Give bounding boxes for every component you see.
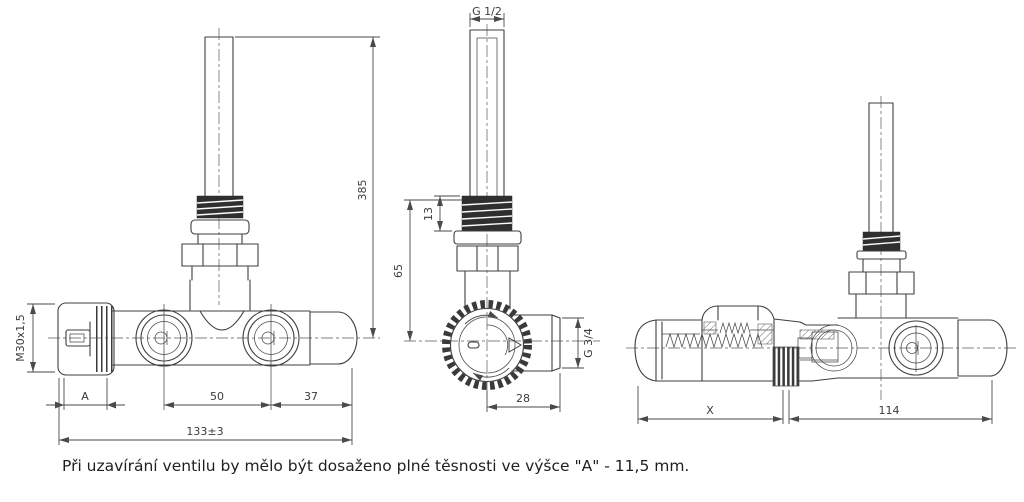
dim-label-g12: G 1/2 (472, 5, 502, 18)
side-view (392, 5, 600, 412)
section-hatch (758, 324, 772, 344)
thread-section (863, 232, 900, 251)
dim-label-g34: G 3/4 (582, 328, 595, 358)
dim-label-114: 114 (878, 404, 900, 417)
thermostatic-insert-cap (58, 303, 114, 375)
union-nut (454, 231, 521, 309)
section-view (626, 96, 1018, 424)
dim-label-133: 133±3 (186, 425, 224, 438)
dimension-a (46, 378, 125, 410)
dim-label-13: 13 (422, 207, 435, 221)
dimension-total-length (59, 378, 352, 445)
port-circle (889, 321, 943, 375)
dim-label-65: 65 (392, 264, 405, 278)
dim-label-37: 37 (304, 390, 318, 403)
secondary-spring (720, 323, 750, 333)
dimension-x (638, 386, 783, 424)
dimension-length-114 (789, 380, 992, 424)
dimension-height-385 (235, 37, 380, 338)
screw-slot (468, 342, 479, 348)
dimension-pipe-thread (470, 5, 504, 27)
front-view (14, 28, 380, 445)
union-nut (849, 251, 914, 318)
dim-label-385: 385 (356, 179, 369, 201)
dimension-thread-length (422, 196, 460, 231)
dimension-port-spacing (164, 390, 271, 405)
union-nut (182, 220, 258, 310)
dimension-outlet-thread (562, 318, 595, 368)
dimension-end-offset (271, 368, 352, 445)
dim-label-x: X (706, 404, 714, 417)
dimension-depth (487, 373, 560, 412)
sealing-note: Při uzavírání ventilu by mělo být dosaženo plné těsnosti ve výšce "A" - 11,5 mm. (62, 457, 690, 475)
dim-label-m30x15: M30x1,5 (14, 314, 27, 362)
dim-label-28: 28 (516, 392, 530, 405)
thermostatic-head-section (635, 306, 838, 386)
main-spring (666, 334, 762, 347)
thread-section (462, 196, 512, 231)
section-hatch (704, 322, 716, 334)
thread-section (197, 196, 243, 218)
dim-label-a: A (81, 390, 89, 403)
dim-label-50: 50 (210, 390, 224, 403)
